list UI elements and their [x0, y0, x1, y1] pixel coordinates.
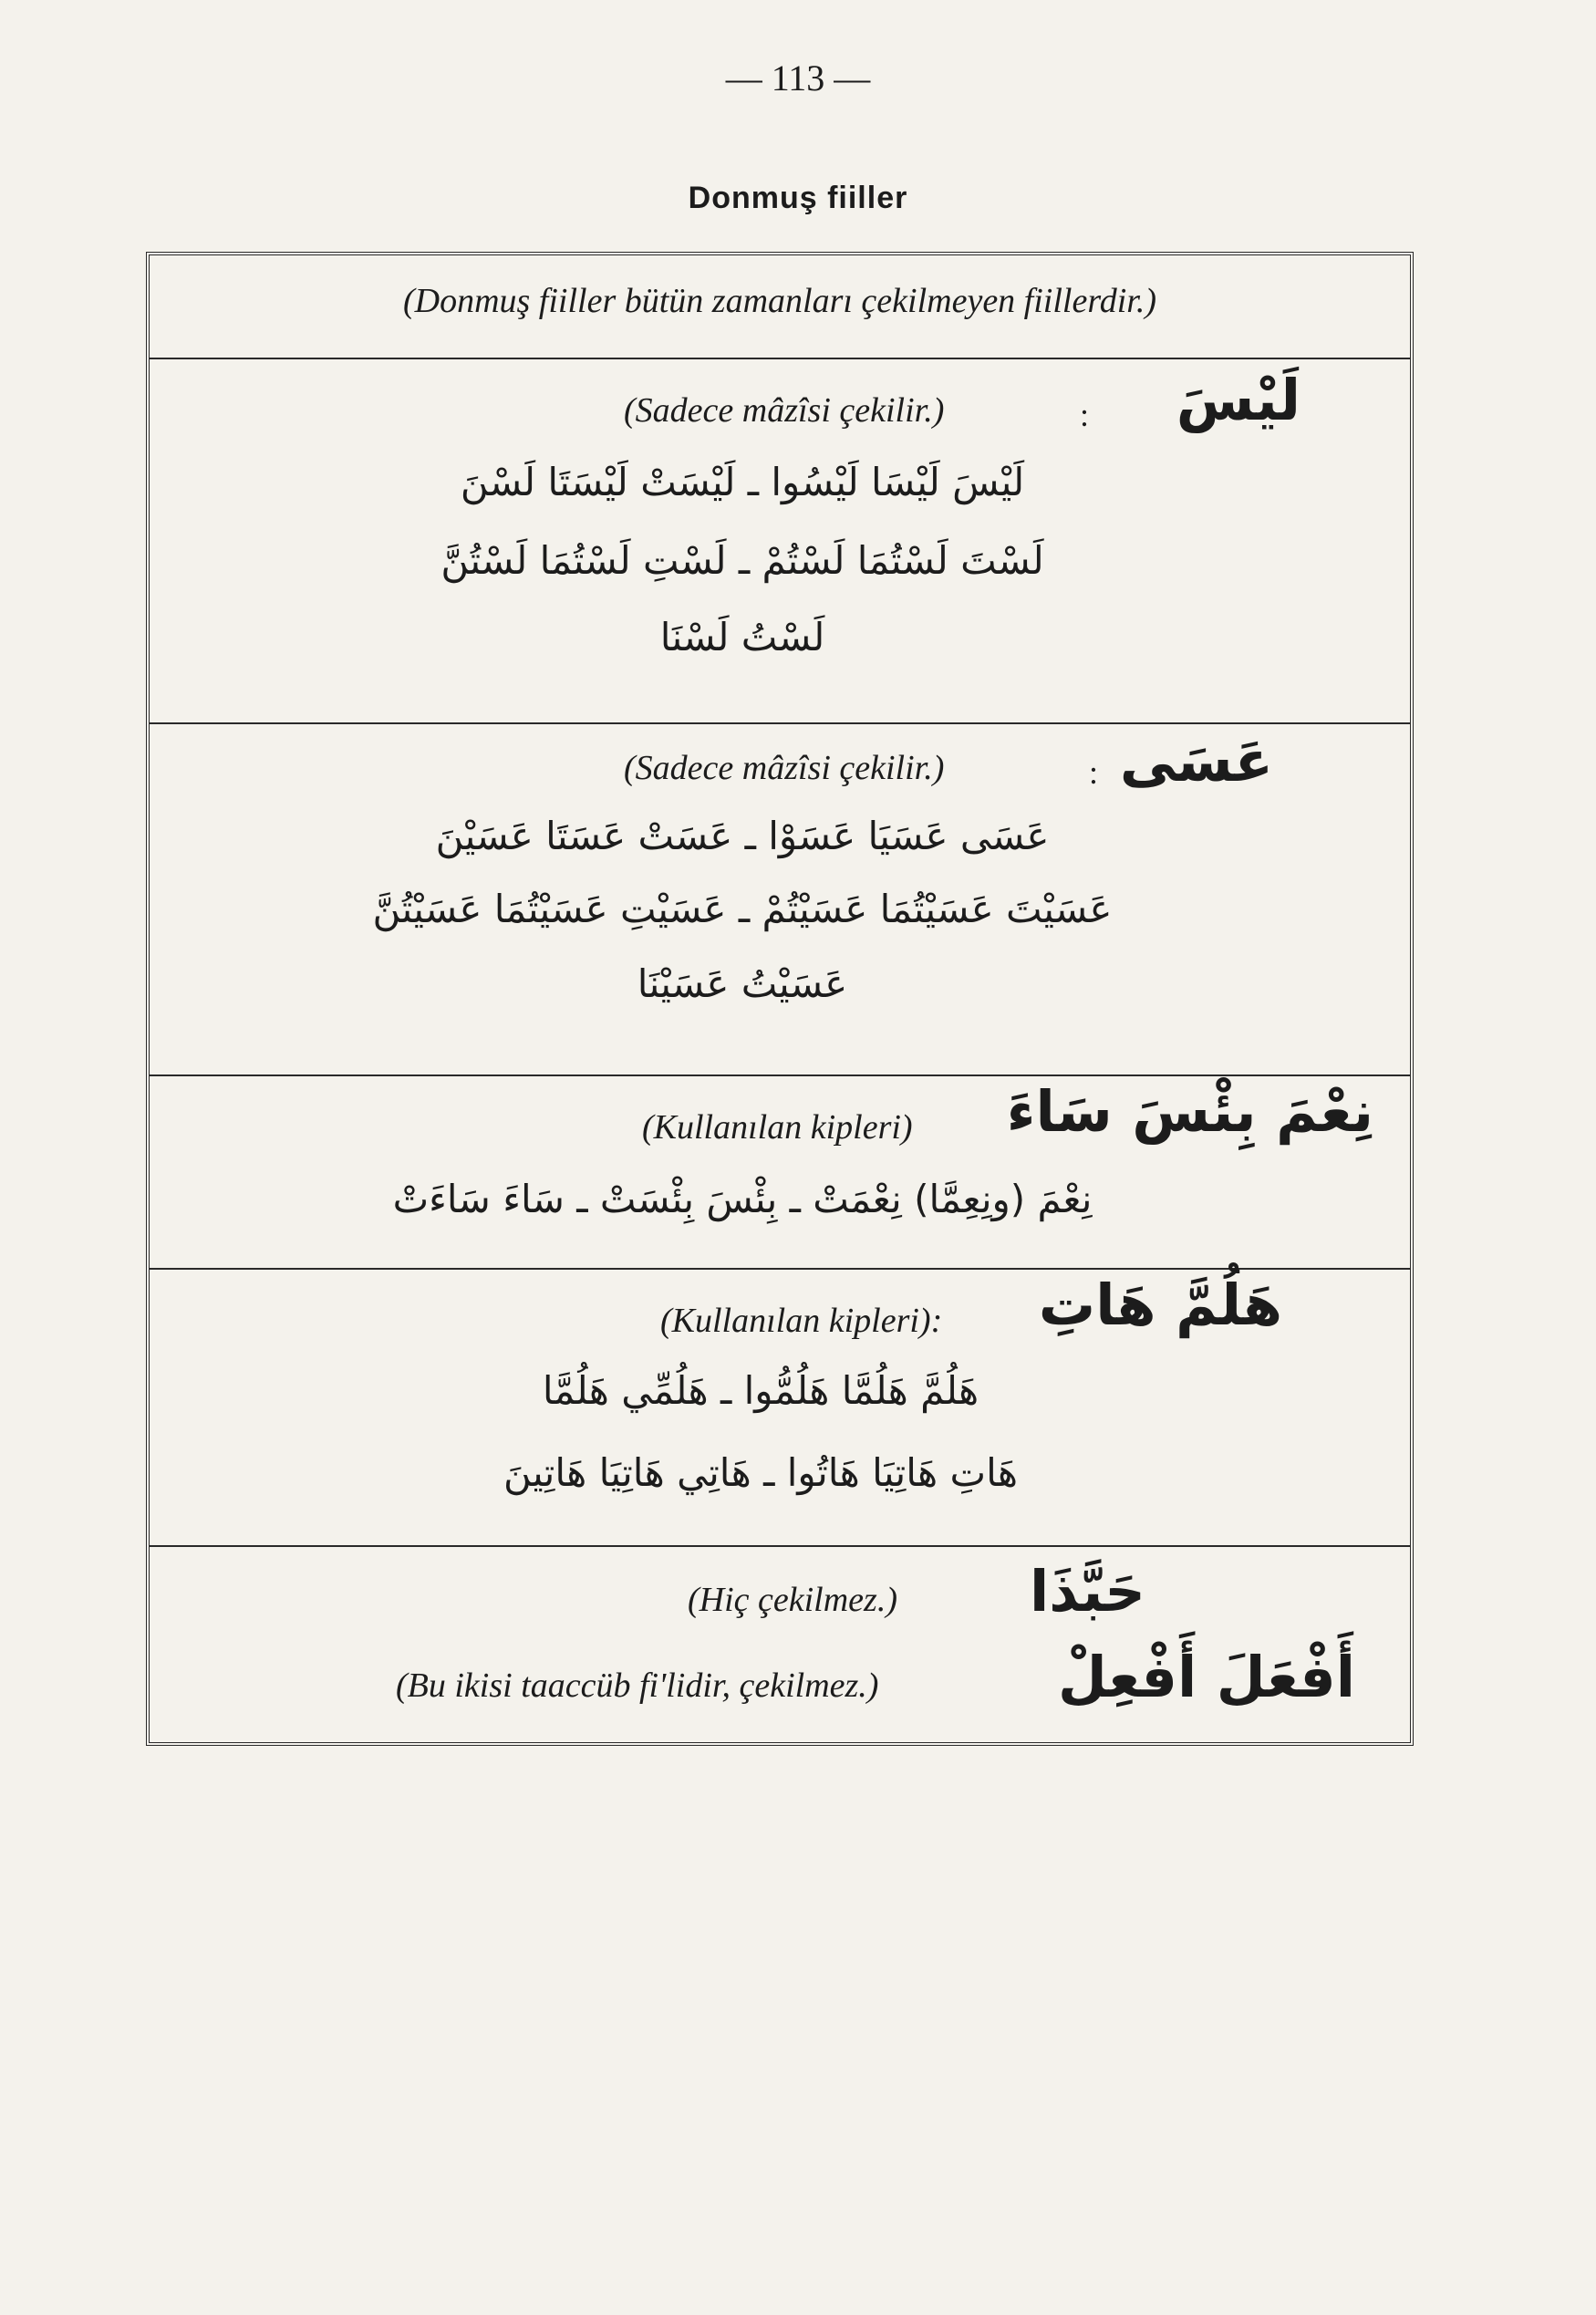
note-leyse: (Sadece mâzîsi çekilir.)	[624, 391, 945, 430]
verb-row-nime	[150, 1074, 1410, 1270]
page-number: — 113 —	[725, 57, 871, 99]
conj-line-nime-1: نِعْمَ (ونِعِمَّا) نِعْمَتْ ـ بِئْسَ بِئْسَتْ ـ سَاءَ سَاءَتْ	[392, 1177, 1093, 1221]
verb-row-asa	[150, 722, 1410, 1076]
note-asa: (Sadece mâzîsi çekilir.)	[624, 749, 945, 787]
section-title: Donmuş fiiller	[688, 181, 908, 215]
colon-asa: :	[1089, 754, 1099, 791]
verb-helumme-hati: هَلُمَّ هَاتِ	[1038, 1272, 1282, 1338]
verb-leyse: لَيْسَ	[1176, 367, 1301, 433]
note-habbeza: (Hiç çekilmez.)	[688, 1581, 897, 1619]
verb-habbeza: حَبَّذَا	[1029, 1558, 1145, 1625]
conj-line-helumme-2: هَاتِ هَاتِيَا هَاتُوا ـ هَاتِي هَاتِيَا هَاتِينَ	[503, 1450, 1019, 1495]
conj-line-asa-3: عَسَيْتُ عَسَيْنَا	[637, 961, 848, 1006]
verb-row-helumme	[150, 1268, 1410, 1547]
verb-table	[146, 252, 1414, 1746]
conj-line-helumme-1: هَلُمَّ هَلُمَّا هَلُمُّوا ـ هَلُمِّي هَلُمَّا	[542, 1368, 979, 1413]
conj-line-asa-1: عَسَى عَسَيَا عَسَوْا ـ عَسَتْ عَسَتَا عَسَيْنَ	[435, 814, 1050, 858]
conj-line-leyse-2: لَسْتَ لَسْتُمَا لَسْتُمْ ـ لَسْتِ لَسْتُمَا لَسْتُنَّ	[440, 538, 1044, 583]
verb-asa: عَسَى	[1119, 728, 1273, 794]
verb-row-leyse	[150, 358, 1410, 724]
verb-row-habbeza	[150, 1545, 1410, 1742]
colon-leyse: :	[1080, 397, 1090, 433]
intro-row	[150, 255, 1410, 359]
verb-nime-bise-sae: نِعْمَ بِئْسَ سَاءَ	[1006, 1078, 1373, 1145]
verb-efale-efil: أَفْعَلَ أَفْعِلْ	[1058, 1644, 1355, 1710]
conj-line-leyse-1: لَيْسَ لَيْسَا لَيْسُوا ـ لَيْسَتْ لَيْسَتَا لَسْنَ	[460, 460, 1025, 504]
intro-note: (Donmuş fiiller bütün zamanları çekilmeyen fiillerdir.)	[402, 282, 1157, 320]
note-helumme: (Kullanılan kipleri):	[660, 1302, 943, 1340]
note-nime: (Kullanılan kipleri)	[642, 1108, 913, 1147]
conj-line-asa-2: عَسَيْتَ عَسَيْتُمَا عَسَيْتُمْ ـ عَسَيْتِ عَسَيْتُمَا عَسَيْتُنَّ	[372, 887, 1113, 931]
note-taaccub: (Bu ikisi taaccüb fi'lidir, çekilmez.)	[396, 1666, 879, 1705]
conj-line-leyse-3: لَسْتُ لَسْنَا	[659, 615, 825, 659]
